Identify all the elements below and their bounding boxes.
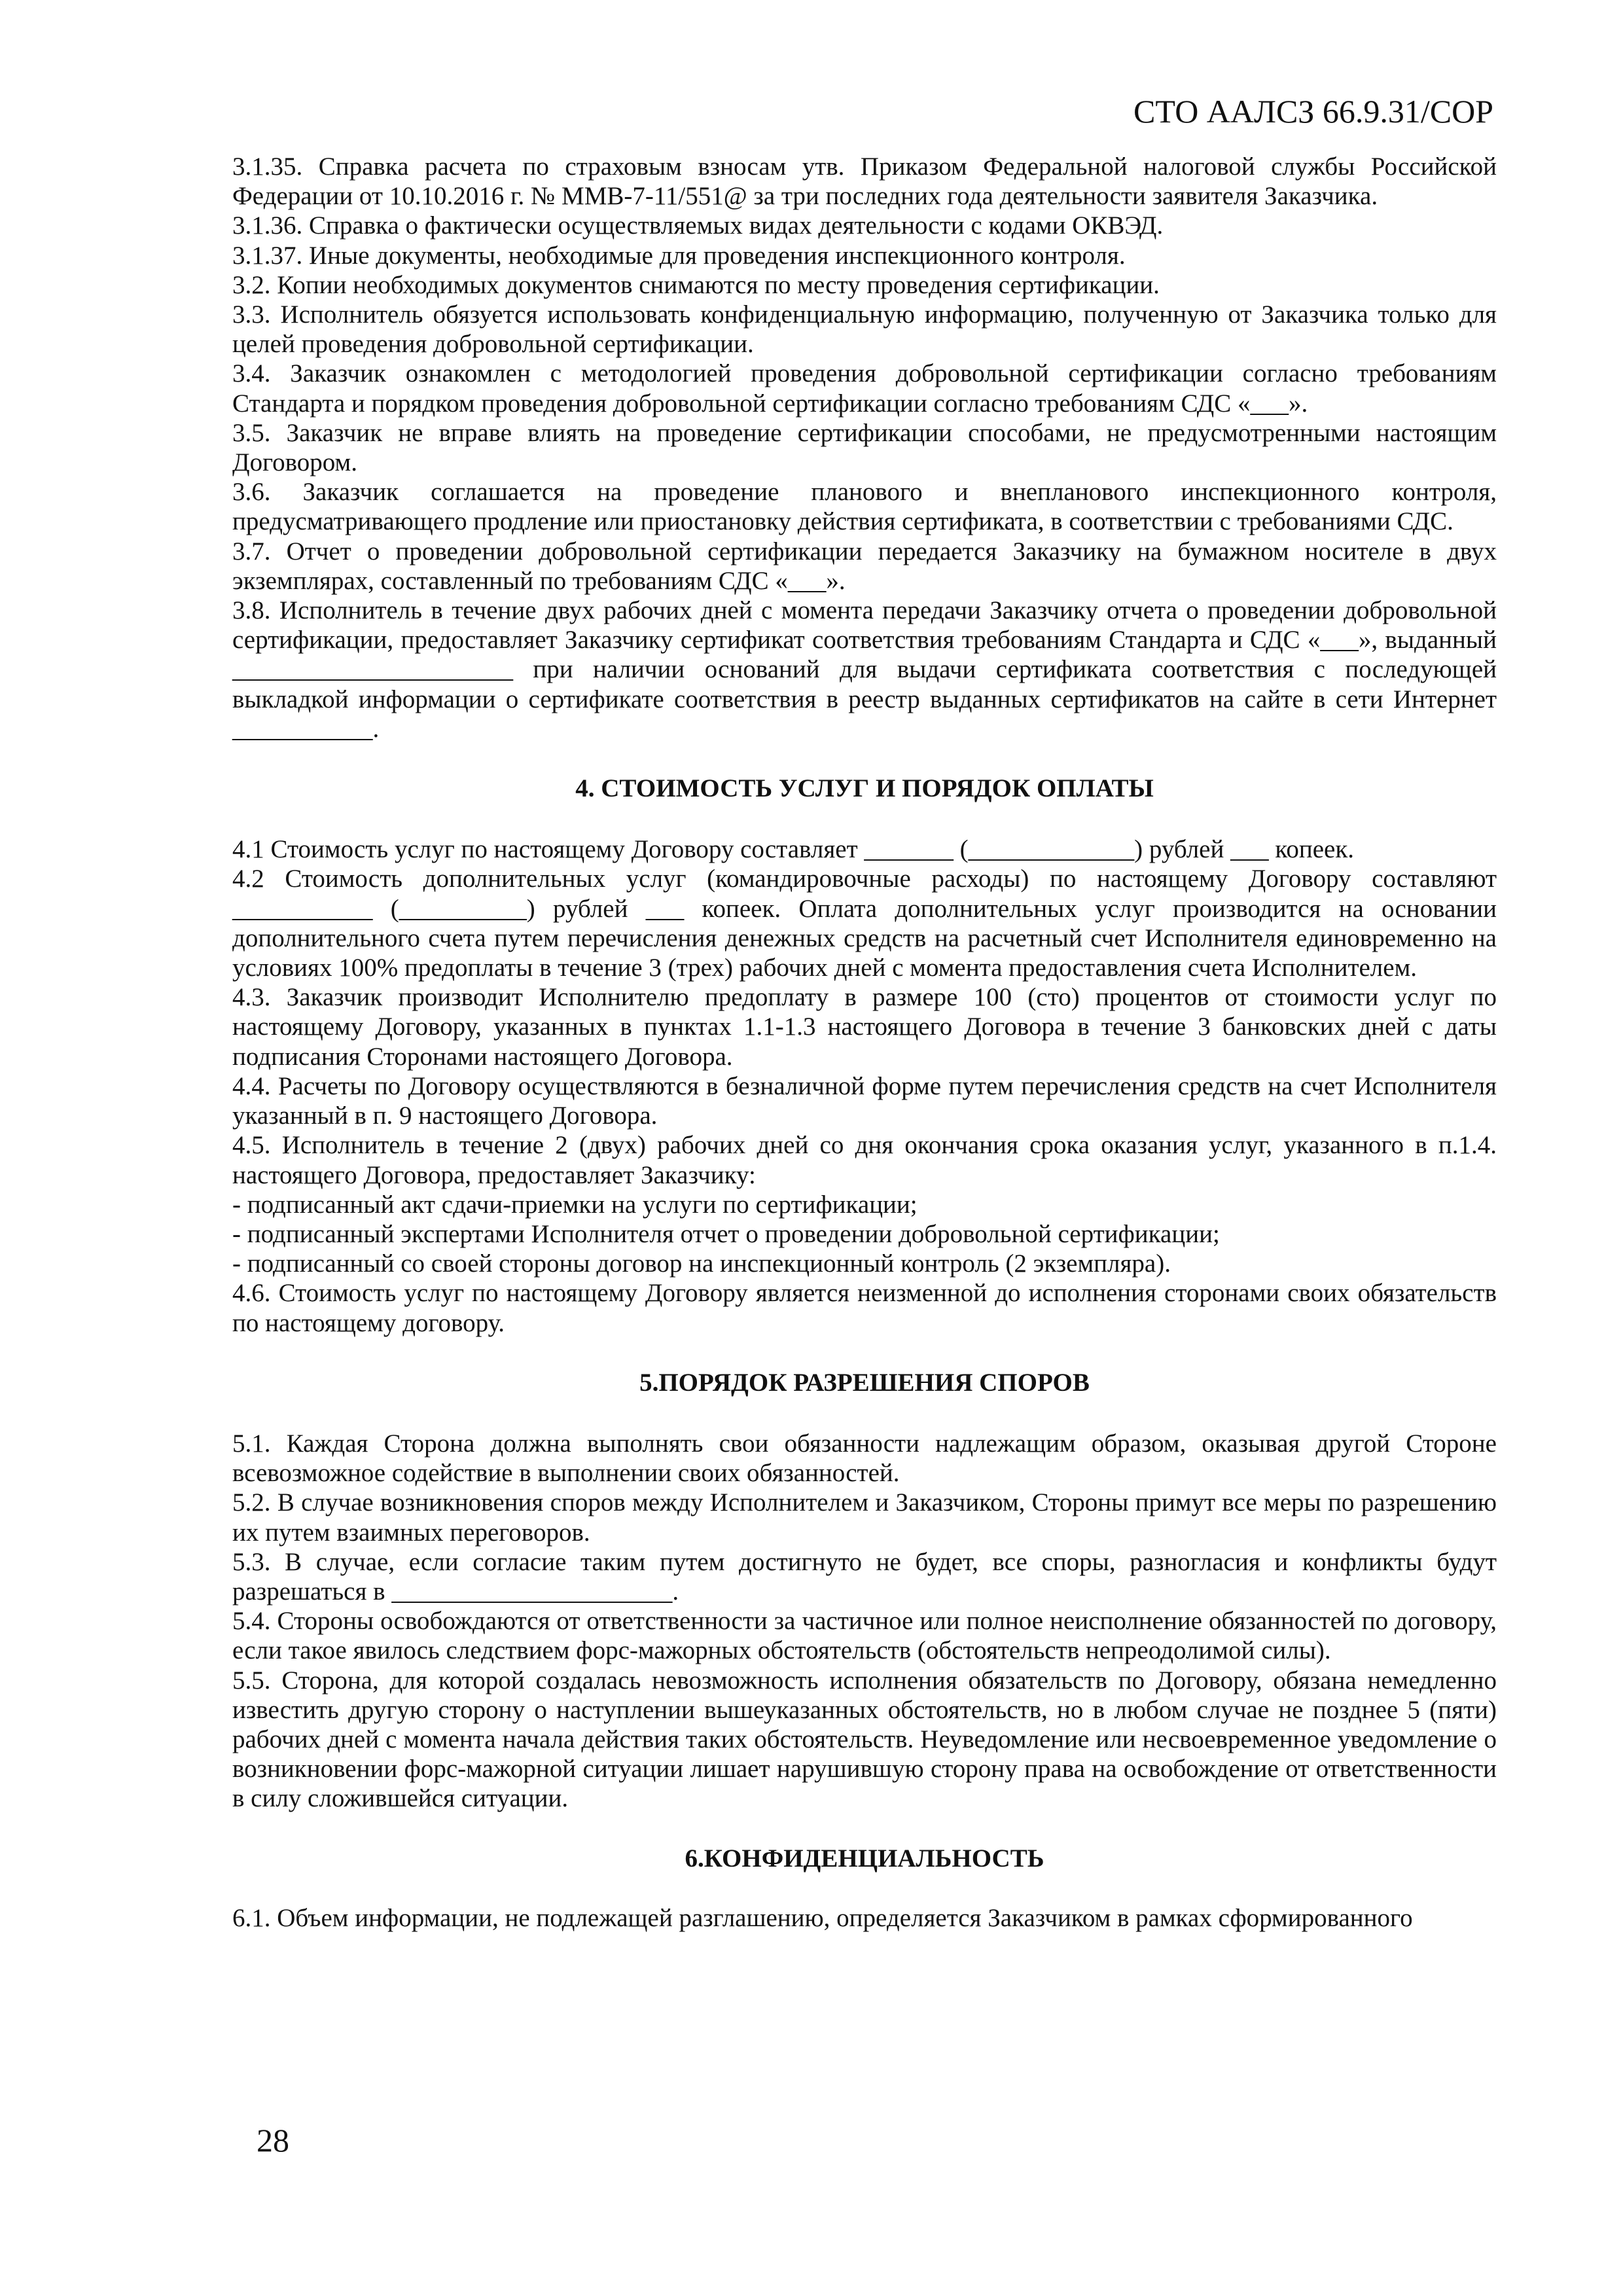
section-3-continued <box>232 152 1497 744</box>
paragraph-4-6: 4.6. Стоимость услуг по настоящему Договору является неизменной до исполнения сторонами своих обязательств по настоящему договору. <box>232 1279 1497 1337</box>
list-item-certification-report: - подписанный экспертами Исполнителя отчет о проведении добровольной сертификации; <box>232 1219 1220 1248</box>
section-4-heading: 4. СТОИМОСТЬ УСЛУГ И ПОРЯДОК ОПЛАТЫ <box>575 774 1154 803</box>
paragraph-3-5: 3.5. Заказчик не вправе влиять на проведение сертификации способами, не предусмотренными настоящим Договором. <box>232 418 1497 477</box>
list-item-acceptance-act: - подписанный акт сдачи-приемки на услуги по сертификации; <box>232 1190 918 1219</box>
paragraph-3-6: 3.6. Заказчик соглашается на проведение планового и внепланового инспекционного контроля, предусматривающего продление или приостановку действия сертификата, в соответствии с требованиями СДС. <box>232 478 1497 536</box>
section-4 <box>232 774 1497 1338</box>
paragraph-3-1-36: 3.1.36. Справка о фактически осуществляемых видах деятельности с кодами ОКВЭД. <box>232 211 1164 240</box>
section-6-heading: 6.КОНФИДЕНЦИАЛЬНОСТЬ <box>685 1844 1044 1873</box>
paragraph-3-1-35: 3.1.35. Справка расчета по страховым взносам утв. Приказом Федеральной налоговой службы Российской Федерации от 10.10.2016 г. № ММВ-7-11/551@ за три последних года деятельности заявителя Заказчика. <box>232 152 1497 211</box>
paragraph-4-5: 4.5. Исполнитель в течение 2 (двух) рабочих дней со дня окончания срока оказания услуг, указанного в п.1.4. настоящего Договора, предоставляет Заказчику: <box>232 1131 1497 1189</box>
document-code-header: СТО ААЛСЗ 66.9.31/СОР <box>1133 93 1493 130</box>
paragraph-3-7: 3.7. Отчет о проведении добровольной сертификации передается Заказчику на бумажном носителе в двух экземплярах, составленный по требованиям СДС «___». <box>232 537 1497 595</box>
paragraph-4-4: 4.4. Расчеты по Договору осуществляются в безналичной форме путем перечисления средств на счет Исполнителя указанный в п. 9 настоящего Договора. <box>232 1071 1497 1130</box>
paragraph-5-4: 5.4. Стороны освобождаются от ответственности за частичное или полное неисполнение обязанностей по договору, если такое явилось следствием форс-мажорных обстоятельств (обстоятельств непреодолимой силы). <box>232 1607 1497 1665</box>
paragraph-5-2: 5.2. В случае возникновения споров между Исполнителем и Заказчиком, Стороны примут все меры по разрешению их путем взаимных переговоров. <box>232 1488 1497 1547</box>
paragraph-4-3: 4.3. Заказчик производит Исполнителю предоплату в размере 100 (сто) процентов от стоимости услуг по настоящему Договору, указанных в пунктах 1.1-1.3 настоящего Договора в течение 3 банковских дней с даты подписания Сторонами настоящего Договора. <box>232 983 1497 1071</box>
paragraph-3-3: 3.3. Исполнитель обязуется использовать конфиденциальную информацию, полученную от Заказчика только для целей проведения добровольной сертификации. <box>232 300 1497 359</box>
paragraph-3-8: 3.8. Исполнитель в течение двух рабочих дней с момента передачи Заказчику отчета о проведении добровольной сертификации, предоставляет Заказчику сертификат соответствия требованиям Стандарта и СДС «___», выданный ______________________ при наличии оснований для выдачи сертификата соответствия с последующей выкладкой информации о сертификате соответствия в реестр выданных сертификатов на сайте в сети Интернет ___________. <box>232 596 1497 743</box>
document-body <box>232 152 1497 1933</box>
paragraph-5-3: 5.3. В случае, если согласие таким путем достигнуто не будет, все споры, разногласия и конфликты будут разрешаться в ______________________. <box>232 1547 1497 1605</box>
paragraph-4-2: 4.2 Стоимость дополнительных услуг (командировочные расходы) по настоящему Договору составляют ___________ (__________) рублей ___ копеек. Оплата дополнительных услуг производится на основании дополнительного счета путем перечисления денежных средств на расчетный счет Исполнителя единовременно на условиях 100% предоплаты в течение 3 (трех) рабочих дней с момента предоставления счета Исполнителем. <box>232 865 1497 982</box>
list-item-inspection-contract: - подписанный со своей стороны договор на инспекционный контроль (2 экземпляра). <box>232 1249 1171 1278</box>
paragraph-6-1: 6.1. Объем информации, не подлежащей разглашению, определяется Заказчиком в рамках сформированного <box>232 1903 1413 1932</box>
section-6 <box>232 1844 1497 1933</box>
section-5-heading: 5.ПОРЯДОК РАЗРЕШЕНИЯ СПОРОВ <box>639 1368 1090 1397</box>
paragraph-5-1: 5.1. Каждая Сторона должна выполнять свои обязанности надлежащим образом, оказывая другой Стороне всевозможное содействие в выполнении своих обязанностей. <box>232 1429 1497 1488</box>
paragraph-3-2: 3.2. Копии необходимых документов снимаются по месту проведения сертификации. <box>232 270 1160 299</box>
paragraph-5-5: 5.5. Сторона, для которой создалась невозможность исполнения обязательств по Договору, обязана немедленно известить другую сторону о наступлении вышеуказанных обстоятельств, но в любом случае не позднее 5 (пяти) рабочих дней с момента начала действия таких обстоятельств. Неуведомление или несвоевременное уведомление о возникновении форс-мажорной ситуации лишает нарушившую сторону права на освобождение от ответственности в силу сложившейся ситуации. <box>232 1666 1497 1813</box>
paragraph-3-1-37: 3.1.37. Иные документы, необходимые для проведения инспекционного контроля. <box>232 241 1126 270</box>
paragraph-3-4: 3.4. Заказчик ознакомлен с методологией проведения добровольной сертификации согласно требованиям Стандарта и порядком проведения добровольной сертификации согласно требованиям СДС «___». <box>232 359 1497 418</box>
paragraph-4-1: 4.1 Стоимость услуг по настоящему Договору составляет _______ (_____________) рублей ___ копеек. <box>232 835 1355 864</box>
page-number: 28 <box>257 2122 289 2159</box>
section-5 <box>232 1368 1497 1814</box>
